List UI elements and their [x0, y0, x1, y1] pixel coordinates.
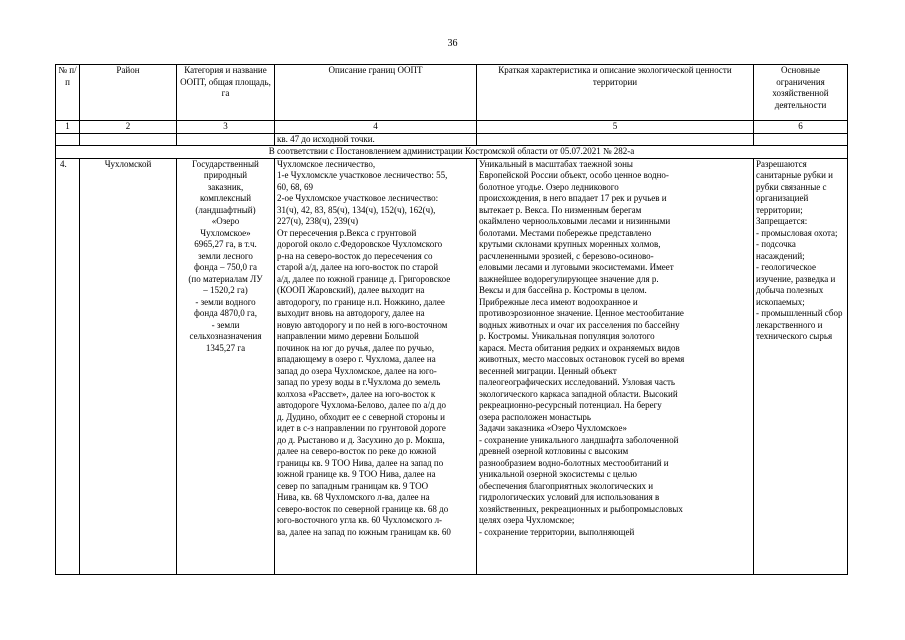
boundary-line: автодороге Чухлома-Белово, далее по а/д до — [277, 400, 446, 410]
boundary-line: идет в с-з направлении по грунтовой дороге — [277, 423, 446, 433]
continuation-row — [56, 133, 848, 146]
description-line: весенней миграции. Ценный объект — [479, 365, 617, 376]
column-number: 6 — [754, 121, 848, 134]
table-header-row — [56, 65, 848, 121]
restriction-line: добыча полезных — [756, 285, 824, 295]
section-heading-row — [56, 146, 848, 159]
boundary-line: северо-восток по северной границе кв. 68 до — [277, 503, 449, 514]
boundary-line: 2-ое Чухломское участковое лесничество: — [277, 193, 439, 203]
description-line: важнейшее водорегулирующее значение для р. — [479, 273, 659, 284]
boundary-line: 31(ч), 42, 83, 85(ч), 134(ч), 152(ч), 162(ч), — [277, 204, 436, 215]
row-boundaries — [275, 158, 477, 574]
description-line: палеогеографических исследований. Узловая часть — [479, 377, 675, 387]
boundary-line: границы кв. 9 ТОО Нива, далее на запад по — [277, 457, 444, 468]
header-restrictions: Основные ограничения хозяйственной деятельности — [754, 65, 848, 121]
description-line: хозяйственных, рекреационных и рыбопромысловых — [479, 503, 683, 514]
category-line: земли лесного — [198, 250, 253, 261]
category-line: (по материалам ЛУ — [188, 273, 263, 284]
column-number: 5 — [477, 121, 754, 134]
column-number: 2 — [80, 121, 177, 134]
description-line: Вексы и для бассейна р. Костромы в целом. — [479, 285, 647, 295]
category-line: Государственный — [192, 158, 259, 169]
description-line: еловыми лесами и луговыми экосистемами. Имеет — [479, 262, 674, 272]
category-line: 6965,27 га, в т.ч. — [194, 239, 257, 249]
continuation-text: кв. 47 до исходной точки. — [275, 133, 477, 146]
description-line: противоэрозионное значение. Ценное местообитание — [479, 308, 684, 318]
column-number: 3 — [177, 121, 275, 134]
category-line: 1345,27 га — [205, 342, 246, 353]
category-line: - земли водного — [195, 296, 256, 307]
category-line: – 1520,2 га) — [203, 285, 248, 295]
description-line: гидрологических условий для использования в — [479, 492, 660, 502]
restriction-line: организацией — [756, 193, 809, 203]
restriction-line: территории; — [756, 204, 803, 215]
boundary-line: север по западным границам кв. 9 ТОО — [277, 480, 429, 491]
restriction-line: - подсочка — [756, 239, 796, 249]
restriction-lines — [756, 159, 845, 343]
description-line: рекреационно-ресурсный потенциал. На берегу — [479, 400, 662, 410]
boundary-line: новую автодорогу и по ней в юго-восточном — [277, 319, 448, 330]
row-description — [477, 158, 754, 574]
boundary-lines — [277, 159, 474, 539]
category-line: заказник, — [207, 181, 244, 192]
description-line: водных животных и очаг их расселения по бассейну — [479, 319, 680, 330]
boundary-line: 1-е Чухломскле участковое лесничество: 55, — [277, 170, 448, 180]
restriction-line: санитарные рубки и — [756, 170, 833, 180]
header-description: Краткая характеристика и описание экологической ценности территории — [477, 65, 754, 121]
column-number: 1 — [56, 121, 80, 134]
boundary-line: юго-восточного угла кв. 60 Чухломского л- — [277, 515, 443, 525]
boundary-line: Чухломское лесничество, — [277, 158, 376, 169]
row-district: Чухломской — [80, 158, 177, 574]
boundary-line: 60, 68, 69 — [277, 181, 313, 192]
description-lines — [479, 159, 751, 539]
boundary-line: починок на юг до ручья, далее по ручью, — [277, 342, 435, 353]
boundary-line: От пересечения р.Векса с грунтовой — [277, 227, 417, 238]
header-district: Район — [80, 65, 177, 121]
restriction-line: - геологическое — [756, 262, 816, 272]
boundary-line: р-на на северо-восток до пересечения со — [277, 250, 433, 261]
description-line: животных, место массовых остановок гусей во время — [479, 354, 685, 364]
description-line: Европейской России объект, особо ценное водно- — [479, 170, 669, 180]
restriction-line: насаждений; — [756, 250, 805, 261]
protected-areas-table — [55, 64, 848, 575]
restriction-line: - промысловая охота; — [756, 227, 838, 238]
restriction-line: Запрещается: — [756, 216, 808, 226]
description-line: Прибрежные леса имеют водоохранное и — [479, 296, 638, 307]
boundary-line: направлении мимо деревни Большой — [277, 331, 419, 341]
header-boundaries: Описание границ ООПТ — [275, 65, 477, 121]
header-number: № п/п — [56, 65, 80, 121]
description-line: целях озера Чухломское; — [479, 515, 575, 525]
description-line: окаймлено черноольховыми лесами и низинными — [479, 216, 671, 226]
description-line: р. Костромы. Уникальная популяция золотого — [479, 331, 655, 341]
description-line: озера расположен монастырь — [479, 411, 591, 422]
boundary-line: а/д, далее по южной границе д. Григоровское — [277, 273, 451, 284]
boundary-line: д. Дудино, обходит ее с северной стороны и — [277, 411, 445, 422]
category-lines — [179, 159, 272, 355]
description-line: экологического каркаса западной области. Высокий — [479, 388, 678, 399]
boundary-line: старой а/д, далее на юго-восток по старой — [277, 262, 439, 272]
boundary-line: впадающему в озеро г. Чухлома, далее на — [277, 354, 436, 364]
description-line: древней озерной котловины с высоким — [479, 446, 629, 456]
boundary-line: южной границе кв. 9 ТОО Нива, далее на — [277, 469, 436, 479]
boundary-line: ва, далее на запад по южным границам кв. 60 — [277, 526, 451, 537]
boundary-line: запад по урезу воды в г.Чухлома до земель — [277, 377, 441, 387]
page-number: 36 — [447, 38, 458, 49]
section-title: В соответствии с Постановлением администрации Костромской области от 05.07.2021 № 282-а — [56, 146, 848, 159]
description-line: уникальной озерной экосистемы с целью — [479, 469, 637, 479]
boundary-line: автодорогу, по границе н.п. Ножкино, далее — [277, 296, 445, 307]
category-line: комплексный — [199, 193, 252, 203]
boundary-line: дорогой около с.Федоровское Чухломского — [277, 239, 443, 249]
boundary-line: запад до озера Чухломское, далее на юго- — [277, 365, 437, 376]
restriction-line: - промышленный сбор — [756, 308, 843, 318]
description-line: болотами. Местами побережье представлено — [479, 227, 652, 238]
description-line: - сохранение уникального ландшафта заболоченной — [479, 434, 679, 445]
category-line: сельхозназначения — [189, 331, 262, 341]
boundary-line: (КООП Жаровский), далее выходит на — [277, 285, 425, 295]
column-number: 4 — [275, 121, 477, 134]
boundary-line: 227(ч), 238(ч), 239(ч) — [277, 216, 359, 226]
restriction-line: изучение, разведка и — [756, 273, 836, 284]
boundary-line: Нива, кв. 68 Чухломского л-ва, далее на — [277, 492, 430, 502]
category-line: фонда – 750,0 га — [194, 262, 257, 272]
table-row — [56, 158, 848, 574]
row-category — [177, 158, 275, 574]
restriction-line: рубки связанные с — [756, 181, 827, 192]
category-line: фонда 4870,0 га, — [194, 308, 257, 318]
header-category: Категория и название ООПТ, общая площадь, га — [177, 65, 275, 121]
boundary-line: выходит вновь на автодорогу, далее на — [277, 308, 425, 318]
column-numbers-row — [56, 121, 848, 134]
description-line: разнообразием водно-болотных местообитаний и — [479, 457, 669, 468]
description-line: Уникальный в масштабах таежной зоны — [479, 158, 633, 169]
description-line: Задачи заказника «Озеро Чухломское» — [479, 423, 627, 433]
category-line: - земли — [211, 319, 240, 330]
restriction-line: Разрешаются — [756, 158, 807, 169]
restriction-line: лекарственного и — [756, 319, 823, 330]
description-line: происхождения, в него впадает 17 рек и ручьев и — [479, 193, 667, 203]
description-line: карася. Места обитания редких и охраняемых видов — [479, 342, 680, 353]
boundary-line: далее на северо-восток по реке до южной — [277, 446, 437, 456]
row-restrictions — [754, 158, 848, 574]
description-line: обеспечения благоприятных экологических и — [479, 480, 654, 491]
category-line: Чухломское» — [200, 227, 251, 238]
row-number: 4. — [56, 158, 80, 574]
description-line: крутыми склонами крупных моренных холмов, — [479, 239, 661, 249]
boundary-line: до д. Рыстаново и д. Засухино до р. Мокша, — [277, 434, 445, 445]
description-line: - сохранение территории, выполняющей — [479, 526, 635, 537]
boundary-line: колхоза «Рассвет», далее на юго-восток к — [277, 388, 436, 399]
description-line: вытекает р. Векса. По низменным берегам — [479, 204, 642, 215]
description-line: расчлененными эрозией, с березово-осиново- — [479, 250, 654, 261]
description-line: болотное угодье. Озеро ледникового — [479, 181, 619, 192]
category-line: природный — [203, 170, 248, 180]
restriction-line: технического сырья — [756, 331, 833, 341]
restriction-line: ископаемых; — [756, 296, 805, 307]
category-line: (ландшафтный) — [195, 204, 256, 215]
category-line: «Озеро — [211, 216, 240, 226]
